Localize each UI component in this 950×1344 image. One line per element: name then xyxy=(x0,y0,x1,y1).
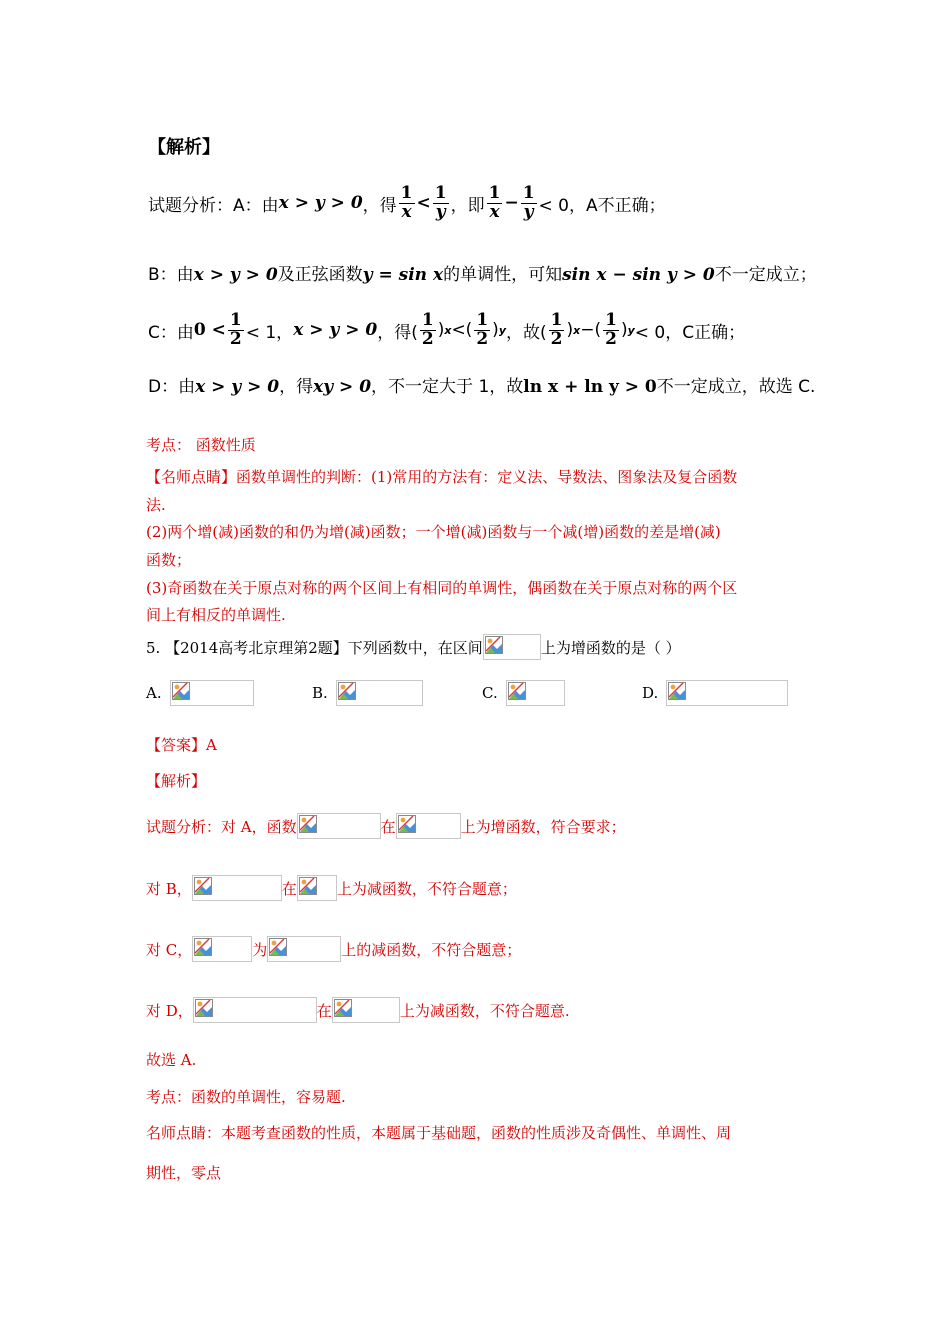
text-b-4: 不一定成立； xyxy=(714,265,817,285)
paren-c-1: ) xyxy=(437,320,445,340)
exp-c-2: y xyxy=(498,323,506,337)
answer-line-4 xyxy=(146,997,570,1023)
broken-image-icon xyxy=(506,680,565,706)
text-b-1: B：由 xyxy=(148,265,194,285)
fraction-a-1: $\frac{1}{x}$ xyxy=(400,182,413,222)
broken-image-icon xyxy=(297,875,337,901)
answer-line-3 xyxy=(146,936,521,962)
math-d-3: ln x + ln y > 0 xyxy=(523,377,657,397)
fraction-c-2: $\frac{1}{2}$ xyxy=(421,309,434,349)
note-line-4: 函数； xyxy=(146,551,192,569)
exp-c-3: x xyxy=(573,323,581,337)
text-c-3: ，得( xyxy=(377,322,418,343)
math-d-1: x > y > 0 xyxy=(195,377,280,397)
text-a-1: 试题分析：A：由 xyxy=(148,195,279,216)
fraction-a-3: $\frac{1}{x}$ xyxy=(488,182,501,222)
answer-l2-a: 对 B， xyxy=(146,879,192,898)
kaodian-1: 考点： 函数性质 xyxy=(146,436,256,454)
option-d-label: D. xyxy=(642,684,659,702)
math-d-2: xy > 0 xyxy=(313,377,372,397)
fraction-a-2: $\frac{1}{y}$ xyxy=(434,182,447,222)
math-b-3: sin x − sin y > 0 xyxy=(562,265,715,285)
broken-image-icon xyxy=(336,680,423,706)
fraction-c-3: $\frac{1}{2}$ xyxy=(476,309,489,349)
answer-l4-c: 上为减函数，不符合题意. xyxy=(399,1001,570,1020)
answer-line-7: 名师点睛：本题考查函数的性质，本题属于基础题，函数的性质涉及奇偶性、单调性、周 xyxy=(146,1124,732,1142)
answer-l4-a: 对 D， xyxy=(146,1001,193,1020)
text-b-2: 及正弦函数 xyxy=(277,265,363,285)
broken-image-icon xyxy=(332,997,400,1023)
broken-image-icon xyxy=(297,813,381,839)
answer-l1-b: 在 xyxy=(380,817,396,836)
option-b[interactable] xyxy=(312,680,423,706)
math-c-2: x > y > 0 xyxy=(293,320,378,340)
text-c-5: ，故( xyxy=(505,322,547,343)
math-a-lt: < xyxy=(416,193,431,213)
broken-image-icon xyxy=(193,997,317,1023)
answer-line-5: 故选 A. xyxy=(146,1051,197,1069)
exp-c-4: y xyxy=(627,323,635,337)
analysis-line-c xyxy=(148,305,745,355)
math-b-1: x > y > 0 xyxy=(193,265,278,285)
math-a-1: x > y > 0 xyxy=(278,193,363,213)
text-a-3: ，即 xyxy=(450,195,485,216)
fraction-c-4: $\frac{1}{2}$ xyxy=(550,309,563,349)
analysis-line-b xyxy=(148,260,817,285)
answer-line-2 xyxy=(146,875,517,901)
answer-jiexi: 【解析】 xyxy=(146,772,207,790)
broken-image-icon xyxy=(483,634,541,660)
math-a-minus: − xyxy=(504,193,519,213)
text-c-7: < 0，C正确； xyxy=(634,322,746,343)
option-a-label: A. xyxy=(146,684,162,702)
text-b-3: 的单调性，可知 xyxy=(443,265,563,285)
broken-image-icon xyxy=(267,936,341,962)
note-line-3: (2)两个增(减)函数的和仍为增(减)函数；一个增(减)函数与一个减(增)函数的差是增(减) xyxy=(146,523,721,541)
answer-l3-c: 上的减函数，不符合题意； xyxy=(341,940,522,959)
note-line-5: (3)奇函数在关于原点对称的两个区间上有相同的单调性，偶函数在关于原点对称的两个区 xyxy=(146,579,738,597)
answer-line-6: 考点：函数的单调性，容易题. xyxy=(146,1088,346,1106)
broken-image-icon xyxy=(396,813,461,839)
text-c-4: <( xyxy=(451,320,473,340)
note-line-6: 间上有相反的单调性. xyxy=(146,606,286,624)
answer-line-1 xyxy=(146,813,626,839)
answer-l3-b: 为 xyxy=(252,940,268,959)
answer-l4-b: 在 xyxy=(316,1001,332,1020)
text-c-6: −( xyxy=(580,320,602,340)
answer-l3-a: 对 C， xyxy=(146,940,193,959)
paren-c-4: ) xyxy=(620,320,628,340)
math-c-1: 0 < xyxy=(193,320,226,340)
fraction-c-5: $\frac{1}{2}$ xyxy=(605,309,617,349)
option-d[interactable] xyxy=(642,680,788,706)
analysis-line-a xyxy=(148,178,666,228)
question-text-1: 5. 【2014高考北京理第2题】下列函数中，在区间 xyxy=(146,638,483,657)
option-b-label: B. xyxy=(312,684,328,702)
text-d-3: ，不一定大于 1，故 xyxy=(371,377,524,397)
option-c[interactable] xyxy=(482,680,565,706)
answer-l1-c: 上为增函数，符合要求； xyxy=(460,817,626,836)
paren-c-3: ) xyxy=(566,320,574,340)
answer-label: 【答案】A xyxy=(146,736,217,754)
broken-image-icon xyxy=(170,680,254,706)
broken-image-icon xyxy=(192,875,282,901)
analysis-line-d xyxy=(148,372,815,397)
analysis-heading: 【解析】 xyxy=(148,137,220,158)
paren-c-2: ) xyxy=(492,320,499,340)
option-a[interactable] xyxy=(146,680,254,706)
text-a-2: ，得 xyxy=(362,195,397,216)
fraction-c-1: $\frac{1}{2}$ xyxy=(229,309,242,349)
answer-line-8: 期性，零点 xyxy=(146,1164,222,1182)
text-a-4: < 0，A不正确； xyxy=(538,195,666,216)
mingshi-line-2: 法. xyxy=(146,496,166,514)
fraction-a-4: $\frac{1}{y}$ xyxy=(522,182,535,222)
answer-l1-a: 试题分析：对 A，函数 xyxy=(146,817,297,836)
text-d-4: 不一定成立，故选 C. xyxy=(656,377,816,397)
text-c-1: C：由 xyxy=(148,322,194,343)
text-d-2: ，得 xyxy=(279,377,314,397)
answer-l2-c: 上为减函数，不符合题意； xyxy=(336,879,517,898)
math-b-2: y = sin x xyxy=(362,265,444,285)
text-d-1: D：由 xyxy=(148,377,196,397)
broken-image-icon xyxy=(192,936,252,962)
question-5 xyxy=(146,634,681,660)
answer-l2-b: 在 xyxy=(281,879,297,898)
broken-image-icon xyxy=(666,680,788,706)
mingshi-line-1: 【名师点睛】函数单调性的判断：(1)常用的方法有：定义法、导数法、图象法及复合函数 xyxy=(146,468,738,486)
exp-c-1: x xyxy=(444,323,452,337)
option-c-label: C. xyxy=(482,684,498,702)
question-text-2: 上为增函数的是（ ） xyxy=(540,638,681,657)
text-c-2: < 1， xyxy=(245,322,294,343)
